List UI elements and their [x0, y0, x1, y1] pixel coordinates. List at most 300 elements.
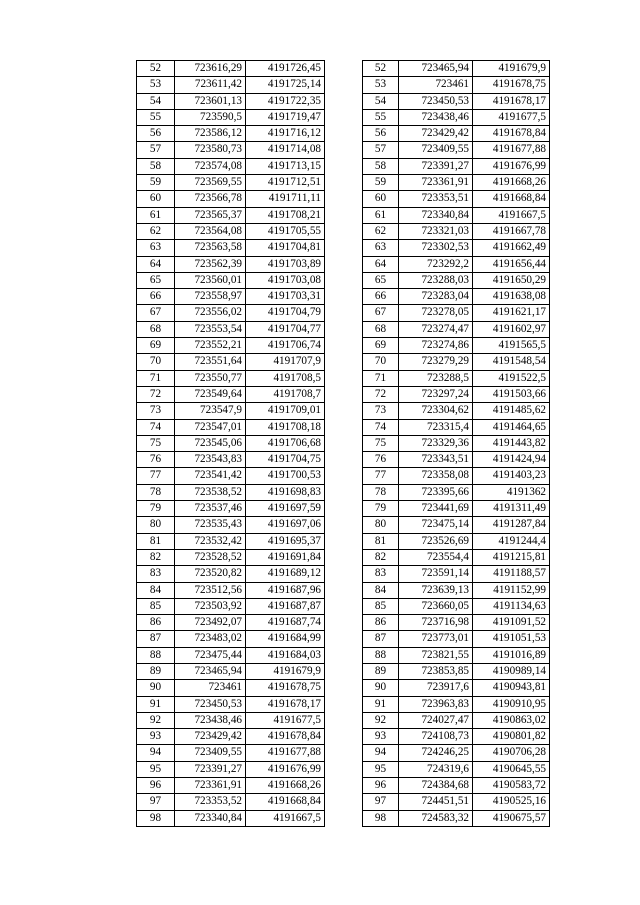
- x-coordinate-cell: 723560,01: [175, 272, 246, 288]
- table-row: [137, 321, 325, 337]
- y-coordinate-cell: 4191708,7: [246, 386, 325, 402]
- table-row: [363, 794, 550, 810]
- x-coordinate-cell: 723558,97: [175, 289, 246, 305]
- table-row: [137, 549, 325, 565]
- y-coordinate-cell: 4191684,99: [246, 631, 325, 647]
- table-row: [137, 386, 325, 402]
- x-coordinate-cell: 724319,6: [399, 761, 473, 777]
- y-coordinate-cell: 4191697,06: [246, 517, 325, 533]
- table-row: [363, 240, 550, 256]
- y-coordinate-cell: 4190675,57: [473, 810, 550, 826]
- y-coordinate-cell: 4191703,08: [246, 272, 325, 288]
- y-coordinate-cell: 4191287,84: [473, 517, 550, 533]
- x-coordinate-cell: 723279,29: [399, 354, 473, 370]
- y-coordinate-cell: 4191678,17: [473, 93, 550, 109]
- table-row: [137, 435, 325, 451]
- x-coordinate-cell: 723566,78: [175, 191, 246, 207]
- point-number-cell: 63: [363, 240, 399, 256]
- table-row: [363, 77, 550, 93]
- point-number-cell: 70: [137, 354, 175, 370]
- x-coordinate-cell: 723562,39: [175, 256, 246, 272]
- x-coordinate-cell: 723409,55: [399, 142, 473, 158]
- y-coordinate-cell: 4191678,17: [246, 696, 325, 712]
- table-row: [137, 370, 325, 386]
- point-number-cell: 79: [363, 501, 399, 517]
- table-row: [137, 647, 325, 663]
- table-row: [137, 240, 325, 256]
- point-number-cell: 60: [363, 191, 399, 207]
- x-coordinate-cell: 723547,01: [175, 419, 246, 435]
- x-coordinate-cell: 723586,12: [175, 126, 246, 142]
- table-row: [137, 191, 325, 207]
- x-coordinate-cell: 723304,62: [399, 403, 473, 419]
- y-coordinate-cell: 4191703,89: [246, 256, 325, 272]
- x-coordinate-cell: 723591,14: [399, 566, 473, 582]
- table-row: [137, 468, 325, 484]
- y-coordinate-cell: 4191679,9: [473, 61, 550, 77]
- point-number-cell: 73: [137, 403, 175, 419]
- y-coordinate-cell: 4191676,99: [473, 158, 550, 174]
- y-coordinate-cell: 4191667,78: [473, 223, 550, 239]
- table-row: [363, 778, 550, 794]
- table-row: [363, 256, 550, 272]
- point-number-cell: 82: [363, 549, 399, 565]
- x-coordinate-cell: 723556,02: [175, 305, 246, 321]
- point-number-cell: 76: [363, 452, 399, 468]
- table-row: [363, 435, 550, 451]
- y-coordinate-cell: 4190583,72: [473, 778, 550, 794]
- table-row: [137, 533, 325, 549]
- y-coordinate-cell: 4191676,99: [246, 761, 325, 777]
- x-coordinate-cell: 723391,27: [399, 158, 473, 174]
- x-coordinate-cell: 723288,5: [399, 370, 473, 386]
- x-coordinate-cell: 723601,13: [175, 93, 246, 109]
- x-coordinate-cell: 723773,01: [399, 631, 473, 647]
- table-row: [137, 207, 325, 223]
- x-coordinate-cell: 723353,51: [399, 191, 473, 207]
- table-row: [137, 501, 325, 517]
- y-coordinate-cell: 4191503,66: [473, 386, 550, 402]
- point-number-cell: 61: [137, 207, 175, 223]
- x-coordinate-cell: 723532,42: [175, 533, 246, 549]
- x-coordinate-cell: 724027,47: [399, 712, 473, 728]
- y-coordinate-cell: 4191667,5: [473, 207, 550, 223]
- x-coordinate-cell: 723963,83: [399, 696, 473, 712]
- x-coordinate-cell: 723580,73: [175, 142, 246, 158]
- point-number-cell: 58: [137, 158, 175, 174]
- x-coordinate-cell: 723917,6: [399, 680, 473, 696]
- x-coordinate-cell: 723278,05: [399, 305, 473, 321]
- x-coordinate-cell: 723551,64: [175, 354, 246, 370]
- x-coordinate-cell: 723358,08: [399, 468, 473, 484]
- table-row: [363, 289, 550, 305]
- point-number-cell: 67: [137, 305, 175, 321]
- table-row: [363, 533, 550, 549]
- table-row: [363, 598, 550, 614]
- x-coordinate-cell: 724384,68: [399, 778, 473, 794]
- x-coordinate-cell: 724583,32: [399, 810, 473, 826]
- point-number-cell: 73: [363, 403, 399, 419]
- point-number-cell: 69: [137, 338, 175, 354]
- table-row: [137, 142, 325, 158]
- x-coordinate-cell: 723288,03: [399, 272, 473, 288]
- y-coordinate-cell: 4191726,45: [246, 61, 325, 77]
- table-row: [363, 517, 550, 533]
- point-number-cell: 57: [363, 142, 399, 158]
- x-coordinate-cell: 723343,51: [399, 452, 473, 468]
- x-coordinate-cell: 723450,53: [399, 93, 473, 109]
- y-coordinate-cell: 4191362: [473, 484, 550, 500]
- point-number-cell: 62: [363, 223, 399, 239]
- coordinates-table-left: [136, 60, 325, 827]
- y-coordinate-cell: 4190910,95: [473, 696, 550, 712]
- y-coordinate-cell: 4191698,83: [246, 484, 325, 500]
- point-number-cell: 95: [363, 761, 399, 777]
- x-coordinate-cell: 723391,27: [175, 761, 246, 777]
- y-coordinate-cell: 4191687,74: [246, 615, 325, 631]
- point-number-cell: 87: [137, 631, 175, 647]
- x-coordinate-cell: 723541,42: [175, 468, 246, 484]
- y-coordinate-cell: 4191667,5: [246, 810, 325, 826]
- point-number-cell: 85: [363, 598, 399, 614]
- x-coordinate-cell: 723535,43: [175, 517, 246, 533]
- point-number-cell: 92: [363, 712, 399, 728]
- y-coordinate-cell: 4191708,21: [246, 207, 325, 223]
- point-number-cell: 80: [363, 517, 399, 533]
- y-coordinate-cell: 4191678,75: [473, 77, 550, 93]
- y-coordinate-cell: 4191705,55: [246, 223, 325, 239]
- x-coordinate-cell: 723564,08: [175, 223, 246, 239]
- y-coordinate-cell: 4191706,68: [246, 435, 325, 451]
- y-coordinate-cell: 4191215,81: [473, 549, 550, 565]
- point-number-cell: 60: [137, 191, 175, 207]
- x-coordinate-cell: 723475,14: [399, 517, 473, 533]
- table-row: [363, 631, 550, 647]
- point-number-cell: 76: [137, 452, 175, 468]
- y-coordinate-cell: 4191548,54: [473, 354, 550, 370]
- x-coordinate-cell: 723538,52: [175, 484, 246, 500]
- point-number-cell: 98: [137, 810, 175, 826]
- x-coordinate-cell: 723465,94: [175, 663, 246, 679]
- x-coordinate-cell: 723821,55: [399, 647, 473, 663]
- point-number-cell: 53: [363, 77, 399, 93]
- y-coordinate-cell: 4191677,5: [246, 712, 325, 728]
- x-coordinate-cell: 723492,07: [175, 615, 246, 631]
- point-number-cell: 54: [137, 93, 175, 109]
- point-number-cell: 90: [363, 680, 399, 696]
- point-number-cell: 69: [363, 338, 399, 354]
- point-number-cell: 80: [137, 517, 175, 533]
- y-coordinate-cell: 4191679,9: [246, 663, 325, 679]
- table-row: [137, 354, 325, 370]
- table-row: [363, 419, 550, 435]
- table-row: [137, 93, 325, 109]
- table-row: [137, 761, 325, 777]
- x-coordinate-cell: 724451,51: [399, 794, 473, 810]
- y-coordinate-cell: 4190525,16: [473, 794, 550, 810]
- y-coordinate-cell: 4191662,49: [473, 240, 550, 256]
- y-coordinate-cell: 4190943,81: [473, 680, 550, 696]
- table-row: [137, 452, 325, 468]
- point-number-cell: 68: [363, 321, 399, 337]
- point-number-cell: 62: [137, 223, 175, 239]
- point-number-cell: 57: [137, 142, 175, 158]
- table-row: [137, 680, 325, 696]
- y-coordinate-cell: 4190706,28: [473, 745, 550, 761]
- x-coordinate-cell: 723353,52: [175, 794, 246, 810]
- y-coordinate-cell: 4191656,44: [473, 256, 550, 272]
- x-coordinate-cell: 724246,25: [399, 745, 473, 761]
- point-number-cell: 84: [363, 582, 399, 598]
- point-number-cell: 91: [137, 696, 175, 712]
- table-row: [363, 729, 550, 745]
- x-coordinate-cell: 723563,58: [175, 240, 246, 256]
- y-coordinate-cell: 4190989,14: [473, 663, 550, 679]
- x-coordinate-cell: 723590,5: [175, 109, 246, 125]
- point-number-cell: 59: [137, 175, 175, 191]
- x-coordinate-cell: 723552,21: [175, 338, 246, 354]
- x-coordinate-cell: 723461: [175, 680, 246, 696]
- table-row: [363, 549, 550, 565]
- point-number-cell: 71: [363, 370, 399, 386]
- y-coordinate-cell: 4191689,12: [246, 566, 325, 582]
- table-row: [363, 191, 550, 207]
- y-coordinate-cell: 4191678,84: [246, 729, 325, 745]
- point-number-cell: 94: [137, 745, 175, 761]
- table-row: [363, 452, 550, 468]
- x-coordinate-cell: 723574,08: [175, 158, 246, 174]
- y-coordinate-cell: 4191700,53: [246, 468, 325, 484]
- point-number-cell: 88: [363, 647, 399, 663]
- table-row: [363, 745, 550, 761]
- coordinates-table-right: [362, 60, 550, 827]
- y-coordinate-cell: 4191522,5: [473, 370, 550, 386]
- x-coordinate-cell: 723429,42: [175, 729, 246, 745]
- x-coordinate-cell: 723512,56: [175, 582, 246, 598]
- x-coordinate-cell: 723274,86: [399, 338, 473, 354]
- table-row: [363, 810, 550, 826]
- y-coordinate-cell: 4191725,14: [246, 77, 325, 93]
- table-row: [363, 142, 550, 158]
- y-coordinate-cell: 4191565,5: [473, 338, 550, 354]
- x-coordinate-cell: 723503,92: [175, 598, 246, 614]
- y-coordinate-cell: 4191152,99: [473, 582, 550, 598]
- table-row: [137, 77, 325, 93]
- y-coordinate-cell: 4191704,81: [246, 240, 325, 256]
- y-coordinate-cell: 4191711,11: [246, 191, 325, 207]
- x-coordinate-cell: 723438,46: [399, 109, 473, 125]
- table-row: [363, 93, 550, 109]
- y-coordinate-cell: 4191687,96: [246, 582, 325, 598]
- y-coordinate-cell: 4191051,53: [473, 631, 550, 647]
- x-coordinate-cell: 723554,4: [399, 549, 473, 565]
- point-number-cell: 81: [137, 533, 175, 549]
- table-row: [137, 223, 325, 239]
- y-coordinate-cell: 4191704,75: [246, 452, 325, 468]
- x-coordinate-cell: 723321,03: [399, 223, 473, 239]
- point-number-cell: 59: [363, 175, 399, 191]
- x-coordinate-cell: 723302,53: [399, 240, 473, 256]
- y-coordinate-cell: 4191704,79: [246, 305, 325, 321]
- table-row: [363, 615, 550, 631]
- point-number-cell: 92: [137, 712, 175, 728]
- point-number-cell: 68: [137, 321, 175, 337]
- x-coordinate-cell: 723441,69: [399, 501, 473, 517]
- y-coordinate-cell: 4191719,47: [246, 109, 325, 125]
- point-number-cell: 56: [363, 126, 399, 142]
- table-row: [363, 712, 550, 728]
- x-coordinate-cell: 723340,84: [399, 207, 473, 223]
- table-row: [363, 109, 550, 125]
- point-number-cell: 54: [363, 93, 399, 109]
- point-number-cell: 89: [137, 663, 175, 679]
- table-row: [363, 386, 550, 402]
- point-number-cell: 72: [363, 386, 399, 402]
- y-coordinate-cell: 4191677,88: [473, 142, 550, 158]
- table-row: [363, 272, 550, 288]
- table-row: [137, 566, 325, 582]
- x-coordinate-cell: 723853,85: [399, 663, 473, 679]
- point-number-cell: 98: [363, 810, 399, 826]
- table-row: [137, 109, 325, 125]
- point-number-cell: 81: [363, 533, 399, 549]
- y-coordinate-cell: 4191244,4: [473, 533, 550, 549]
- table-row: [137, 338, 325, 354]
- x-coordinate-cell: 723543,83: [175, 452, 246, 468]
- table-row: [363, 223, 550, 239]
- point-number-cell: 89: [363, 663, 399, 679]
- point-number-cell: 93: [137, 729, 175, 745]
- x-coordinate-cell: 723361,91: [399, 175, 473, 191]
- y-coordinate-cell: 4191708,18: [246, 419, 325, 435]
- point-number-cell: 79: [137, 501, 175, 517]
- y-coordinate-cell: 4191697,59: [246, 501, 325, 517]
- point-number-cell: 83: [363, 566, 399, 582]
- point-number-cell: 83: [137, 566, 175, 582]
- table-row: [363, 338, 550, 354]
- x-coordinate-cell: 723528,52: [175, 549, 246, 565]
- x-coordinate-cell: 723547,9: [175, 403, 246, 419]
- y-coordinate-cell: 4191134,63: [473, 598, 550, 614]
- table-row: [137, 61, 325, 77]
- point-number-cell: 56: [137, 126, 175, 142]
- table-row: [137, 403, 325, 419]
- table-row: [137, 696, 325, 712]
- point-number-cell: 78: [137, 484, 175, 500]
- y-coordinate-cell: 4191678,75: [246, 680, 325, 696]
- x-coordinate-cell: 723549,64: [175, 386, 246, 402]
- x-coordinate-cell: 723537,46: [175, 501, 246, 517]
- point-number-cell: 96: [137, 778, 175, 794]
- x-coordinate-cell: 723283,04: [399, 289, 473, 305]
- table-row: [363, 501, 550, 517]
- y-coordinate-cell: 4191091,52: [473, 615, 550, 631]
- point-number-cell: 78: [363, 484, 399, 500]
- y-coordinate-cell: 4191311,49: [473, 501, 550, 517]
- y-coordinate-cell: 4191687,87: [246, 598, 325, 614]
- point-number-cell: 96: [363, 778, 399, 794]
- x-coordinate-cell: 723450,53: [175, 696, 246, 712]
- y-coordinate-cell: 4191704,77: [246, 321, 325, 337]
- point-number-cell: 75: [137, 435, 175, 451]
- table-row: [137, 272, 325, 288]
- x-coordinate-cell: 723526,69: [399, 533, 473, 549]
- x-coordinate-cell: 723297,24: [399, 386, 473, 402]
- table-row: [363, 61, 550, 77]
- table-row: [363, 663, 550, 679]
- table-row: [137, 256, 325, 272]
- y-coordinate-cell: 4191668,26: [246, 778, 325, 794]
- point-number-cell: 77: [363, 468, 399, 484]
- y-coordinate-cell: 4191485,62: [473, 403, 550, 419]
- point-number-cell: 55: [363, 109, 399, 125]
- y-coordinate-cell: 4191424,94: [473, 452, 550, 468]
- point-number-cell: 95: [137, 761, 175, 777]
- x-coordinate-cell: 723438,46: [175, 712, 246, 728]
- x-coordinate-cell: 723483,02: [175, 631, 246, 647]
- table-row: [137, 631, 325, 647]
- point-number-cell: 82: [137, 549, 175, 565]
- point-number-cell: 86: [363, 615, 399, 631]
- point-number-cell: 71: [137, 370, 175, 386]
- point-number-cell: 74: [363, 419, 399, 435]
- point-number-cell: 58: [363, 158, 399, 174]
- table-row: [363, 468, 550, 484]
- table-row: [137, 158, 325, 174]
- table-row: [137, 663, 325, 679]
- y-coordinate-cell: 4191677,88: [246, 745, 325, 761]
- table-row: [137, 484, 325, 500]
- table-row: [137, 729, 325, 745]
- point-number-cell: 66: [137, 289, 175, 305]
- point-number-cell: 65: [137, 272, 175, 288]
- point-number-cell: 85: [137, 598, 175, 614]
- x-coordinate-cell: 723292,2: [399, 256, 473, 272]
- point-number-cell: 63: [137, 240, 175, 256]
- point-number-cell: 72: [137, 386, 175, 402]
- x-coordinate-cell: 723395,66: [399, 484, 473, 500]
- x-coordinate-cell: 723461: [399, 77, 473, 93]
- y-coordinate-cell: 4191668,84: [246, 794, 325, 810]
- x-coordinate-cell: 723520,82: [175, 566, 246, 582]
- x-coordinate-cell: 723429,42: [399, 126, 473, 142]
- point-number-cell: 84: [137, 582, 175, 598]
- x-coordinate-cell: 723274,47: [399, 321, 473, 337]
- x-coordinate-cell: 724108,73: [399, 729, 473, 745]
- y-coordinate-cell: 4191703,31: [246, 289, 325, 305]
- y-coordinate-cell: 4191677,5: [473, 109, 550, 125]
- y-coordinate-cell: 4191638,08: [473, 289, 550, 305]
- y-coordinate-cell: 4191706,74: [246, 338, 325, 354]
- table-row: [363, 370, 550, 386]
- point-number-cell: 94: [363, 745, 399, 761]
- x-coordinate-cell: 723329,36: [399, 435, 473, 451]
- point-number-cell: 64: [363, 256, 399, 272]
- table-row: [137, 598, 325, 614]
- table-row: [363, 680, 550, 696]
- point-number-cell: 77: [137, 468, 175, 484]
- point-number-cell: 87: [363, 631, 399, 647]
- table-row: [363, 761, 550, 777]
- point-number-cell: 74: [137, 419, 175, 435]
- y-coordinate-cell: 4191708,5: [246, 370, 325, 386]
- point-number-cell: 64: [137, 256, 175, 272]
- point-number-cell: 88: [137, 647, 175, 663]
- y-coordinate-cell: 4191668,26: [473, 175, 550, 191]
- table-row: [363, 305, 550, 321]
- table-row: [137, 712, 325, 728]
- y-coordinate-cell: 4191684,03: [246, 647, 325, 663]
